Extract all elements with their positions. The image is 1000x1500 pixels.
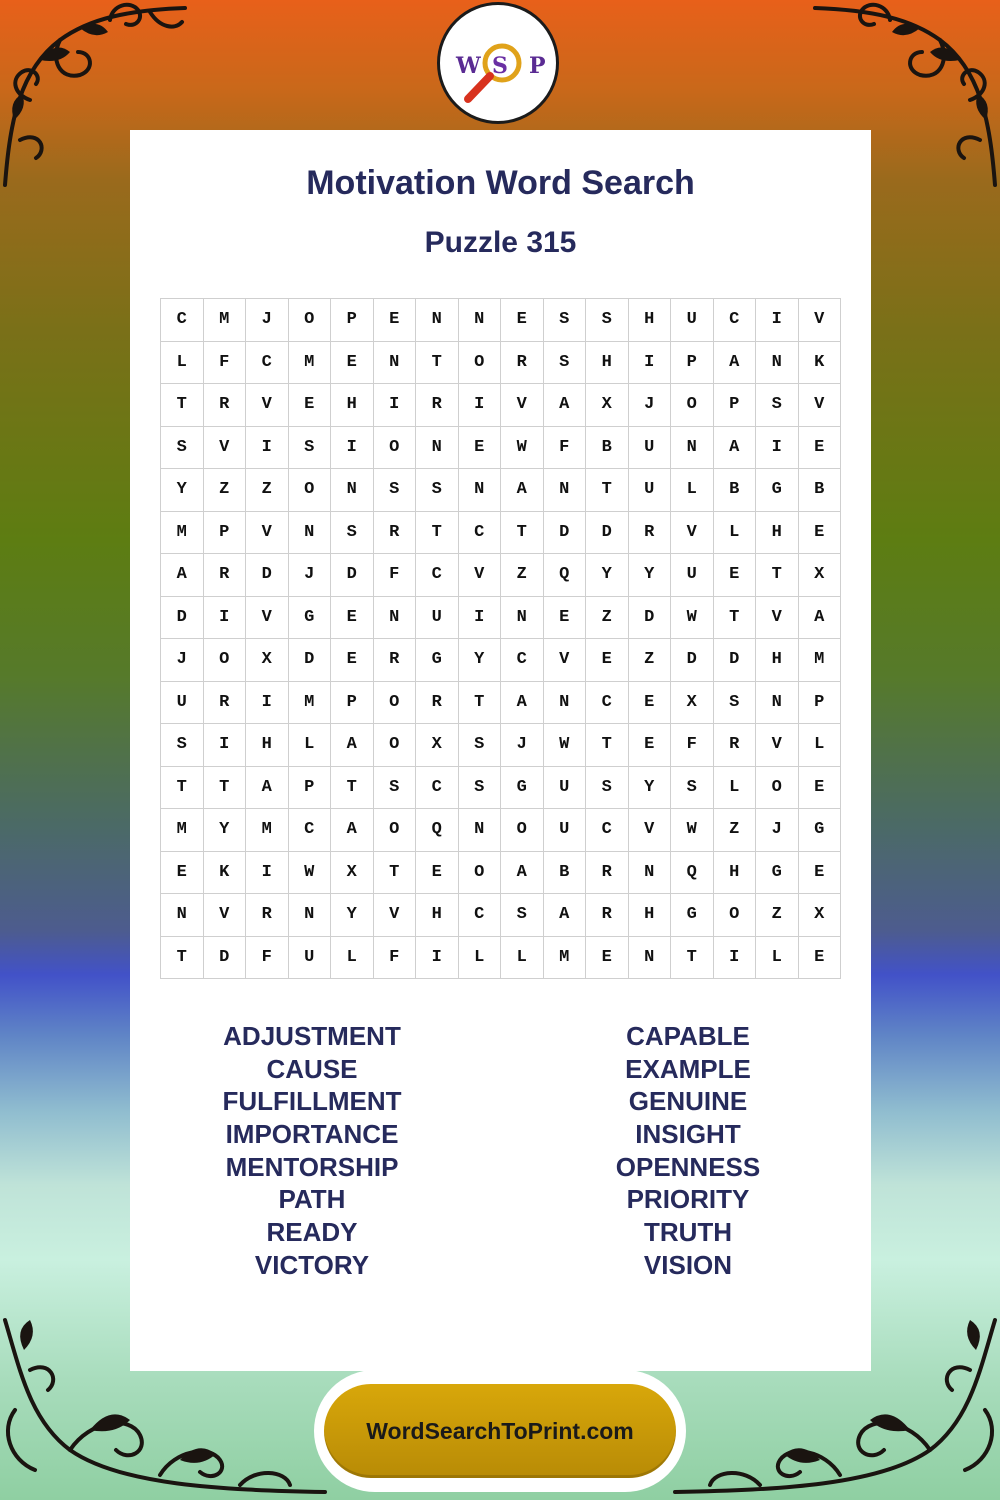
grid-cell: E (331, 342, 374, 385)
grid-cell: N (629, 937, 672, 980)
grid-cell: Z (756, 894, 799, 937)
grid-cell: V (756, 724, 799, 767)
grid-cell: Z (714, 809, 757, 852)
grid-cell: M (544, 937, 587, 980)
grid-cell: W (671, 597, 714, 640)
word-list-item: IMPORTANCE (225, 1119, 399, 1150)
grid-cell: Q (416, 809, 459, 852)
grid-cell: T (586, 724, 629, 767)
grid-cell: D (586, 512, 629, 555)
grid-cell: Y (629, 554, 672, 597)
grid-cell: R (586, 894, 629, 937)
grid-cell: N (629, 852, 672, 895)
grid-cell: S (756, 384, 799, 427)
logo-letter-s: S (492, 53, 508, 79)
grid-cell: C (714, 299, 757, 342)
grid-cell: I (331, 427, 374, 470)
grid-cell: E (799, 937, 842, 980)
grid-cell: V (204, 427, 247, 470)
grid-cell: O (501, 809, 544, 852)
grid-cell: U (629, 427, 672, 470)
grid-cell: O (671, 384, 714, 427)
puzzle-number: Puzzle 315 (424, 226, 577, 259)
grid-cell: E (799, 427, 842, 470)
grid-cell: E (289, 384, 332, 427)
wsp-logo (437, 2, 559, 124)
grid-cell: P (714, 384, 757, 427)
grid-cell: T (671, 937, 714, 980)
grid-cell: A (331, 809, 374, 852)
grid-cell: V (374, 894, 417, 937)
grid-cell: M (246, 809, 289, 852)
grid-cell: D (544, 512, 587, 555)
grid-cell: G (289, 597, 332, 640)
word-list-item: EXAMPLE (625, 1053, 751, 1084)
grid-cell: S (714, 682, 757, 725)
grid-cell: O (289, 469, 332, 512)
grid-cell: Y (204, 809, 247, 852)
grid-cell: H (629, 894, 672, 937)
grid-cell: R (246, 894, 289, 937)
grid-cell: L (714, 767, 757, 810)
grid-cell: E (714, 554, 757, 597)
grid-cell: N (459, 299, 502, 342)
grid-cell: I (714, 937, 757, 980)
grid-cell: D (161, 597, 204, 640)
grid-cell: E (629, 682, 672, 725)
grid-cell: R (416, 682, 459, 725)
grid-cell: N (544, 682, 587, 725)
grid-cell: T (714, 597, 757, 640)
grid-cell: I (459, 597, 502, 640)
grid-cell: I (246, 682, 289, 725)
grid-cell: L (161, 342, 204, 385)
grid-cell: E (459, 427, 502, 470)
grid-cell: A (501, 682, 544, 725)
grid-cell: I (756, 427, 799, 470)
grid-cell: V (459, 554, 502, 597)
word-list-item: MENTORSHIP (225, 1151, 399, 1182)
grid-cell: P (671, 342, 714, 385)
grid-cell: U (544, 767, 587, 810)
grid-cell: K (204, 852, 247, 895)
grid-cell: Y (629, 767, 672, 810)
grid-cell: S (374, 469, 417, 512)
grid-cell: J (161, 639, 204, 682)
grid-cell: L (799, 724, 842, 767)
grid-cell: R (501, 342, 544, 385)
grid-cell: J (629, 384, 672, 427)
grid-cell: E (629, 724, 672, 767)
grid-cell: M (289, 682, 332, 725)
grid-cell: G (416, 639, 459, 682)
grid-cell: U (544, 809, 587, 852)
grid-cell: E (586, 937, 629, 980)
grid-cell: W (501, 427, 544, 470)
logo-letter-p: P (529, 53, 546, 79)
word-list-item: GENUINE (628, 1086, 748, 1117)
grid-cell: A (799, 597, 842, 640)
grid-cell: T (459, 682, 502, 725)
grid-cell: S (416, 469, 459, 512)
grid-cell: I (204, 597, 247, 640)
word-list-item: CAPABLE (626, 1021, 750, 1051)
grid-cell: D (629, 597, 672, 640)
grid-cell: H (331, 384, 374, 427)
grid-cell: V (544, 639, 587, 682)
grid-cell: B (714, 469, 757, 512)
grid-cell: D (246, 554, 289, 597)
grid-cell: M (204, 299, 247, 342)
grid-cell: W (671, 809, 714, 852)
grid-cell: G (756, 469, 799, 512)
grid-cell: F (374, 937, 417, 980)
grid-cell: T (161, 767, 204, 810)
grid-cell: D (671, 639, 714, 682)
word-list-item: READY (266, 1217, 358, 1248)
grid-cell: C (459, 894, 502, 937)
grid-cell: Y (331, 894, 374, 937)
grid-cell: C (501, 639, 544, 682)
grid-cell: S (459, 724, 502, 767)
grid-cell: L (289, 724, 332, 767)
grid-cell: T (416, 512, 459, 555)
grid-cell: S (586, 767, 629, 810)
grid-cell: A (544, 384, 587, 427)
grid-cell: F (374, 554, 417, 597)
word-list-item: PRIORITY (626, 1184, 750, 1215)
grid-cell: O (459, 342, 502, 385)
grid-cell: E (416, 852, 459, 895)
grid-cell: W (544, 724, 587, 767)
grid-cell: U (629, 469, 672, 512)
grid-cell: H (756, 639, 799, 682)
grid-cell: F (246, 937, 289, 980)
grid-cell: G (756, 852, 799, 895)
grid-cell: V (671, 512, 714, 555)
grid-cell: L (714, 512, 757, 555)
grid-cell: A (501, 469, 544, 512)
grid-cell: M (161, 512, 204, 555)
grid-cell: D (204, 937, 247, 980)
grid-cell: C (416, 554, 459, 597)
grid-cell: N (756, 682, 799, 725)
grid-cell: L (459, 937, 502, 980)
grid-cell: N (756, 342, 799, 385)
grid-cell: V (629, 809, 672, 852)
grid-cell: S (544, 299, 587, 342)
grid-cell: H (714, 852, 757, 895)
grid-cell: A (544, 894, 587, 937)
grid-cell: S (501, 894, 544, 937)
word-list-item: INSIGHT (635, 1119, 741, 1150)
grid-cell: R (416, 384, 459, 427)
grid-cell: Z (629, 639, 672, 682)
grid-cell: C (246, 342, 289, 385)
grid-cell: T (416, 342, 459, 385)
word-list-right (538, 1020, 838, 1282)
grid-cell: D (714, 639, 757, 682)
logo-letter-w: W (456, 53, 481, 79)
grid-cell: I (246, 427, 289, 470)
grid-cell: I (374, 384, 417, 427)
grid-cell: T (161, 384, 204, 427)
grid-cell: A (501, 852, 544, 895)
grid-cell: K (799, 342, 842, 385)
grid-cell: J (756, 809, 799, 852)
grid-cell: I (459, 384, 502, 427)
letter-grid (160, 298, 841, 979)
grid-cell: E (331, 597, 374, 640)
grid-cell: I (629, 342, 672, 385)
grid-cell: V (246, 384, 289, 427)
grid-cell: R (204, 384, 247, 427)
grid-cell: R (204, 554, 247, 597)
grid-cell: E (799, 852, 842, 895)
puzzle-sheet (130, 130, 871, 1371)
grid-cell: V (799, 384, 842, 427)
grid-cell: I (756, 299, 799, 342)
grid-cell: V (204, 894, 247, 937)
grid-cell: N (289, 894, 332, 937)
grid-cell: G (501, 767, 544, 810)
grid-cell: R (629, 512, 672, 555)
site-badge (314, 1370, 686, 1492)
grid-cell: O (374, 724, 417, 767)
grid-cell: P (331, 299, 374, 342)
grid-cell: N (416, 299, 459, 342)
grid-cell: W (289, 852, 332, 895)
grid-cell: A (714, 427, 757, 470)
word-list-item: VISION (643, 1249, 733, 1280)
grid-cell: A (246, 767, 289, 810)
grid-cell: V (756, 597, 799, 640)
grid-cell: N (374, 342, 417, 385)
grid-cell: N (501, 597, 544, 640)
grid-cell: N (671, 427, 714, 470)
grid-cell: N (544, 469, 587, 512)
grid-cell: M (161, 809, 204, 852)
grid-cell: B (586, 427, 629, 470)
grid-cell: V (246, 512, 289, 555)
grid-cell: C (586, 682, 629, 725)
site-link-button[interactable]: WordSearchToPrint.com (324, 1384, 676, 1478)
grid-cell: S (289, 427, 332, 470)
grid-cell: P (289, 767, 332, 810)
grid-cell: J (246, 299, 289, 342)
grid-cell: U (289, 937, 332, 980)
grid-cell: R (374, 639, 417, 682)
grid-cell: T (756, 554, 799, 597)
grid-cell: O (374, 682, 417, 725)
grid-cell: R (586, 852, 629, 895)
grid-cell: G (799, 809, 842, 852)
grid-cell: T (331, 767, 374, 810)
grid-cell: T (204, 767, 247, 810)
grid-cell: U (671, 554, 714, 597)
grid-cell: Y (161, 469, 204, 512)
grid-cell: X (799, 894, 842, 937)
grid-cell: H (756, 512, 799, 555)
grid-cell: P (331, 682, 374, 725)
grid-cell: A (331, 724, 374, 767)
grid-cell: Z (586, 597, 629, 640)
grid-cell: E (161, 852, 204, 895)
grid-cell: E (799, 767, 842, 810)
word-list-item: ADJUSTMENT (223, 1021, 401, 1051)
grid-cell: C (289, 809, 332, 852)
grid-cell: E (799, 512, 842, 555)
grid-cell: U (671, 299, 714, 342)
grid-cell: L (501, 937, 544, 980)
grid-cell: O (204, 639, 247, 682)
grid-cell: R (714, 724, 757, 767)
grid-cell: S (459, 767, 502, 810)
grid-cell: E (331, 639, 374, 682)
grid-cell: V (246, 597, 289, 640)
grid-cell: T (374, 852, 417, 895)
grid-cell: O (289, 299, 332, 342)
grid-cell: N (416, 427, 459, 470)
puzzle-title: Motivation Word Search (306, 164, 695, 202)
word-list-item: FULFILLMENT (222, 1086, 402, 1117)
grid-cell: R (204, 682, 247, 725)
grid-cell: D (289, 639, 332, 682)
grid-cell: H (629, 299, 672, 342)
grid-cell: J (289, 554, 332, 597)
grid-cell: F (544, 427, 587, 470)
grid-cell: N (289, 512, 332, 555)
grid-cell: O (714, 894, 757, 937)
grid-cell: L (671, 469, 714, 512)
grid-cell: S (671, 767, 714, 810)
grid-cell: E (374, 299, 417, 342)
grid-cell: C (459, 512, 502, 555)
grid-cell: B (799, 469, 842, 512)
grid-cell: I (416, 937, 459, 980)
grid-cell: P (204, 512, 247, 555)
grid-cell: N (459, 809, 502, 852)
grid-cell: E (544, 597, 587, 640)
grid-cell: E (501, 299, 544, 342)
grid-cell: F (204, 342, 247, 385)
grid-cell: M (799, 639, 842, 682)
grid-cell: O (756, 767, 799, 810)
word-list-item: PATH (278, 1184, 346, 1215)
grid-cell: X (416, 724, 459, 767)
grid-cell: T (161, 937, 204, 980)
grid-cell: Z (246, 469, 289, 512)
grid-cell: D (331, 554, 374, 597)
grid-cell: A (161, 554, 204, 597)
grid-cell: N (161, 894, 204, 937)
grid-cell: R (374, 512, 417, 555)
grid-cell: Y (586, 554, 629, 597)
grid-cell: L (756, 937, 799, 980)
grid-cell: Z (204, 469, 247, 512)
grid-cell: Z (501, 554, 544, 597)
grid-cell: O (374, 809, 417, 852)
grid-cell: X (671, 682, 714, 725)
grid-cell: L (331, 937, 374, 980)
grid-cell: S (586, 299, 629, 342)
grid-cell: S (161, 724, 204, 767)
grid-cell: U (416, 597, 459, 640)
grid-cell: J (501, 724, 544, 767)
grid-cell: Y (459, 639, 502, 682)
grid-cell: I (204, 724, 247, 767)
grid-cell: F (671, 724, 714, 767)
grid-cell: S (331, 512, 374, 555)
grid-cell: S (374, 767, 417, 810)
grid-cell: N (374, 597, 417, 640)
word-list-item: CAUSE (266, 1053, 358, 1084)
grid-cell: H (586, 342, 629, 385)
grid-cell: H (246, 724, 289, 767)
word-list-item: VICTORY (254, 1249, 370, 1280)
grid-cell: C (416, 767, 459, 810)
grid-cell: Q (544, 554, 587, 597)
grid-cell: O (374, 427, 417, 470)
grid-cell: X (331, 852, 374, 895)
word-list-item: OPENNESS (615, 1151, 761, 1182)
grid-cell: V (799, 299, 842, 342)
grid-cell: X (799, 554, 842, 597)
grid-cell: X (586, 384, 629, 427)
grid-cell: C (161, 299, 204, 342)
grid-cell: V (501, 384, 544, 427)
grid-cell: E (586, 639, 629, 682)
grid-cell: A (714, 342, 757, 385)
grid-cell: X (246, 639, 289, 682)
grid-cell: P (799, 682, 842, 725)
grid-cell: T (501, 512, 544, 555)
grid-cell: B (544, 852, 587, 895)
grid-cell: S (544, 342, 587, 385)
grid-cell: M (289, 342, 332, 385)
grid-cell: O (459, 852, 502, 895)
grid-cell: I (246, 852, 289, 895)
grid-cell: Q (671, 852, 714, 895)
word-list-item: TRUTH (643, 1217, 733, 1248)
grid-cell: H (416, 894, 459, 937)
grid-cell: T (586, 469, 629, 512)
grid-cell: C (586, 809, 629, 852)
grid-cell: U (161, 682, 204, 725)
grid-cell: N (331, 469, 374, 512)
grid-cell: N (459, 469, 502, 512)
grid-cell: S (161, 427, 204, 470)
word-list-left (162, 1020, 462, 1282)
grid-cell: G (671, 894, 714, 937)
